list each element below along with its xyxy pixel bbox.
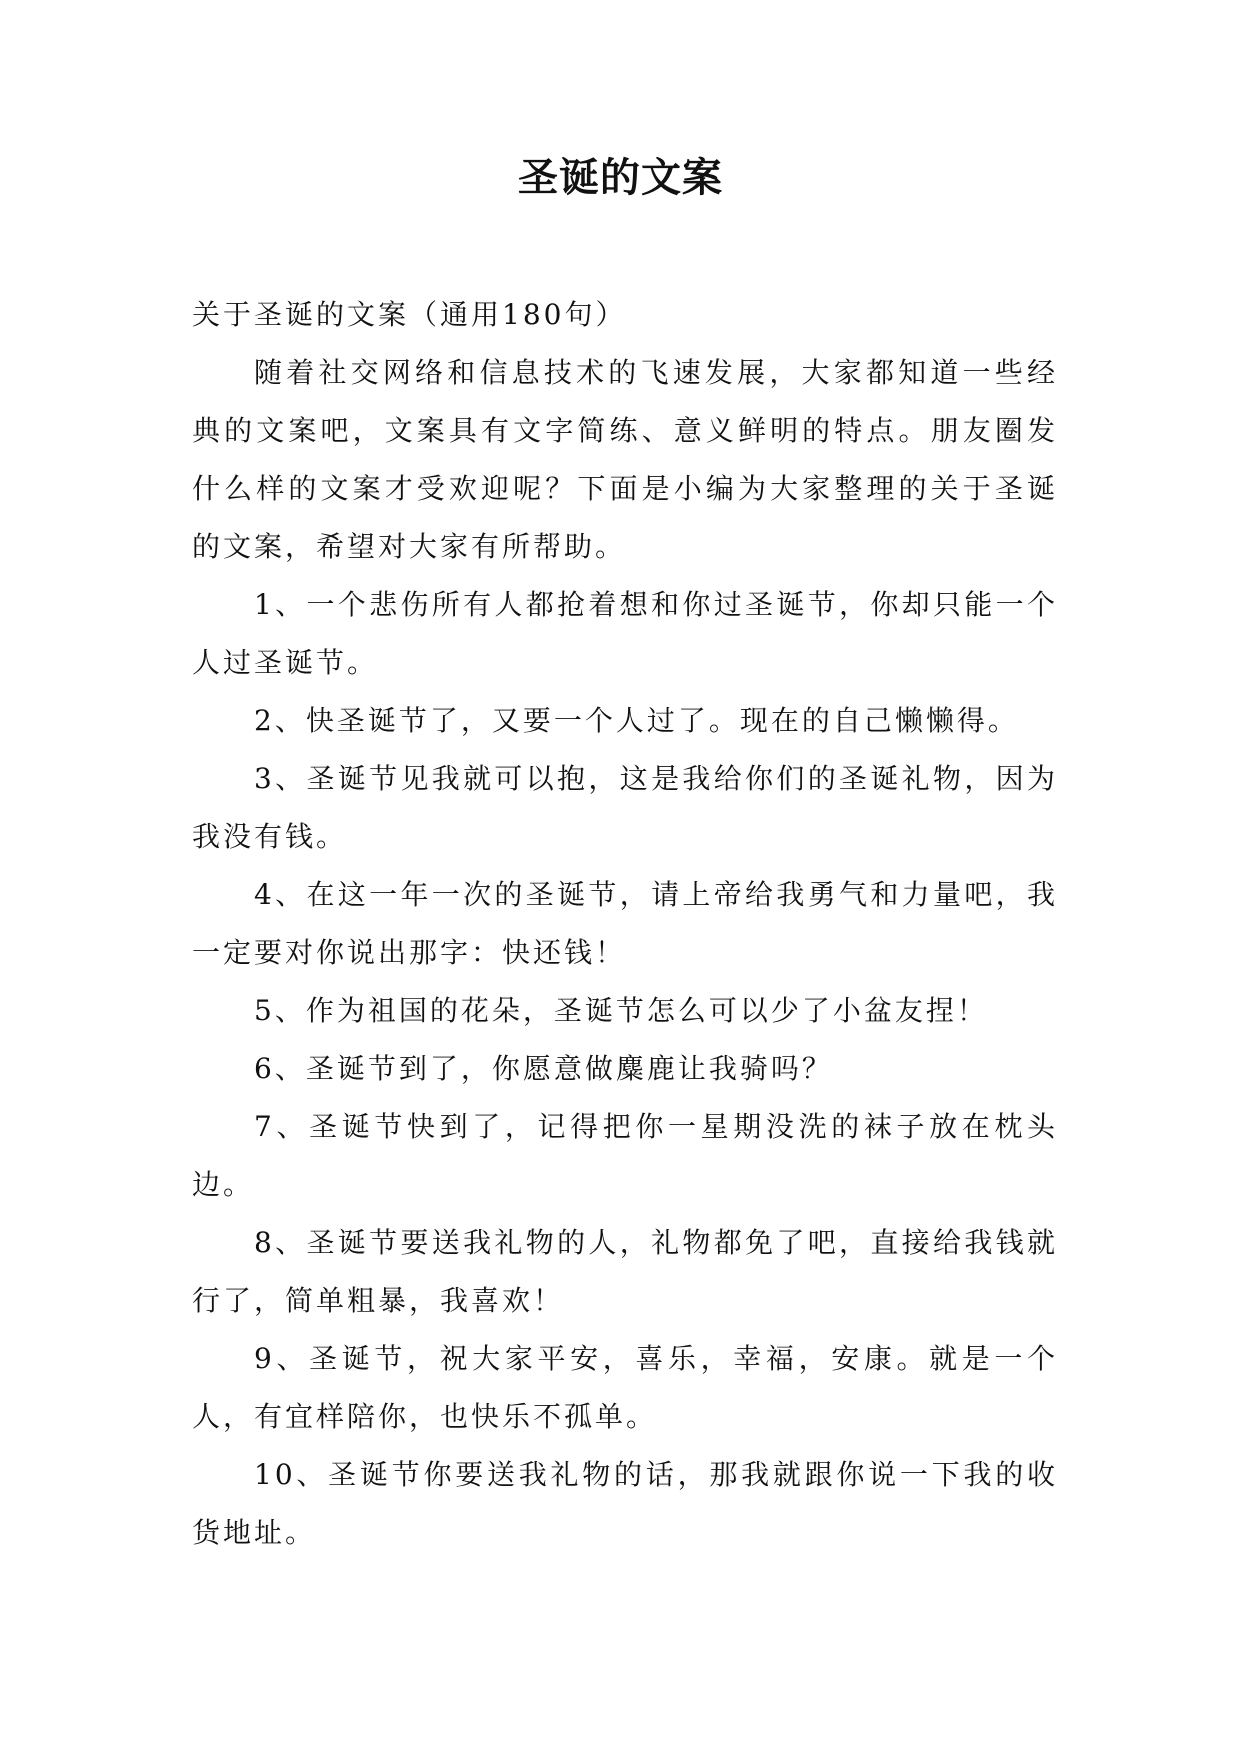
- document-subtitle: 关于圣诞的文案（通用180句）: [192, 298, 627, 331]
- document-body: [192, 286, 1058, 1562]
- intro-paragraph: 随着社交网络和信息技术的飞速发展，大家都知道一些经典的文案吧，文案具有文字简练、意义鲜明的特点。朋友圈发什么样的文案才受欢迎呢？下面是小编为大家整理的关于圣诞的文案，希望对大家有所帮助。: [192, 356, 1058, 563]
- document-title: 圣诞的文案: [518, 154, 723, 201]
- list-item: 1、一个悲伤所有人都抢着想和你过圣诞节，你却只能一个人过圣诞节。: [192, 588, 1058, 679]
- list-item: 7、圣诞节快到了，记得把你一星期没洗的袜子放在枕头边。: [192, 1110, 1058, 1201]
- list-item: 6、圣诞节到了，你愿意做麋鹿让我骑吗？: [254, 1052, 833, 1085]
- list-item: 2、快圣诞节了，又要一个人过了。现在的自己懒懒得。: [254, 704, 1019, 737]
- list-item: 4、在这一年一次的圣诞节，请上帝给我勇气和力量吧，我一定要对你说出那字：快还钱！: [192, 878, 1058, 969]
- list-item: 9、圣诞节，祝大家平安，喜乐，幸福，安康。就是一个人，有宜样陪你，也快乐不孤单。: [192, 1342, 1058, 1433]
- list-item: 5、作为祖国的花朵，圣诞节怎么可以少了小盆友捏！: [254, 994, 988, 1027]
- list-item: 8、圣诞节要送我礼物的人，礼物都免了吧，直接给我钱就行了，简单粗暴，我喜欢！: [192, 1226, 1058, 1317]
- list-item: 3、圣诞节见我就可以抱，这是我给你们的圣诞礼物，因为我没有钱。: [192, 762, 1058, 853]
- list-item: 10、圣诞节你要送我礼物的话，那我就跟你说一下我的收货地址。: [192, 1458, 1058, 1549]
